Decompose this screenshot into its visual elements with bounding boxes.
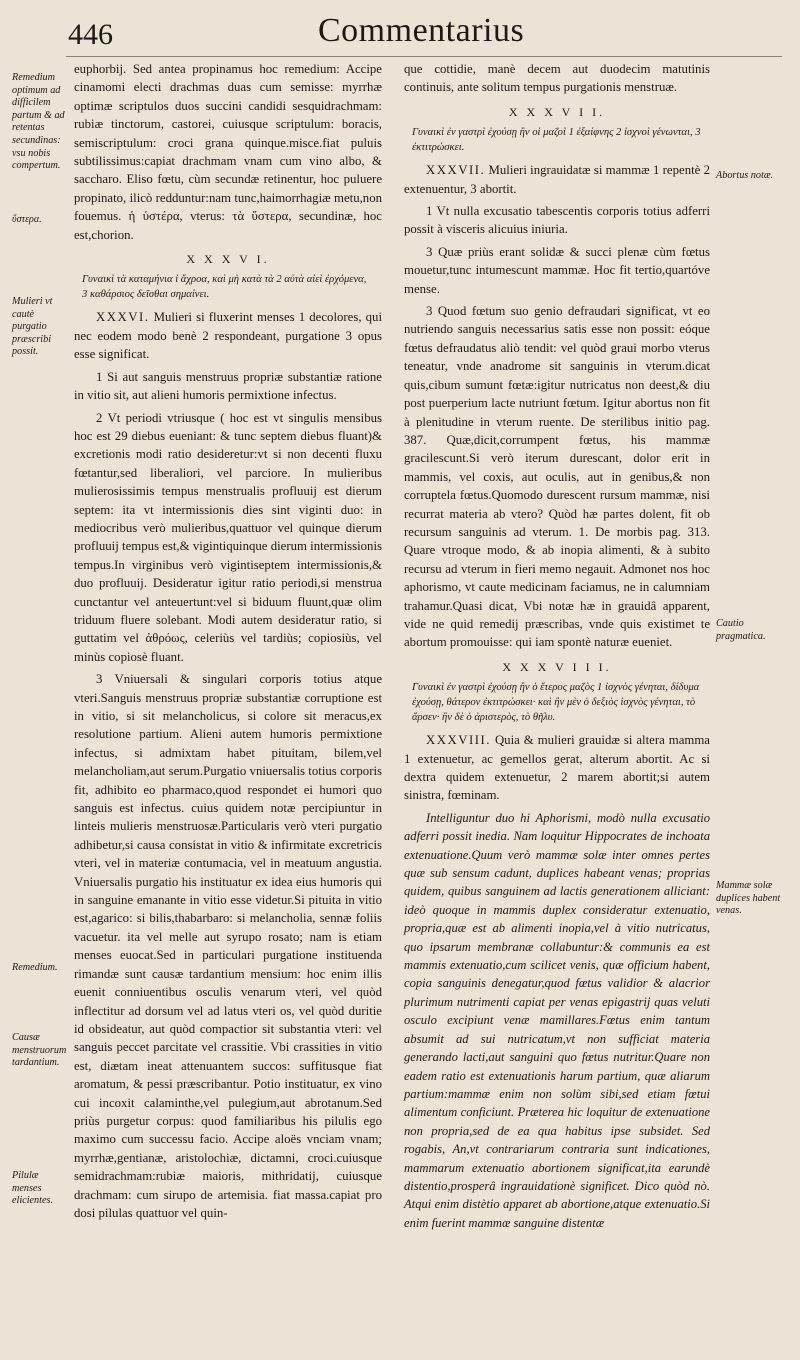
right-note-3: 3 Quod fœtum suo genio defraudari significat, vt eo nutriendo sanguis necessarius satis esse non possit: eóque fœtus defraudatus aliò tendit: vel quòd graui morbo vterus teneatur, vnde anadrome sit sanguinis in vterum.dicat quis,cibum sumunt fœtæ:igitur nutricatus non deest,& diu post puerperium lacte nutriunt fœtum. Igitur abortus non fit à plenitudine in vterum ruente. De sterilibus initio pag. 387. Quæ,dicit,corrumpent fœtus, his mammæ gracilescunt.Si verò iterum durescant, dolor erit in mammis, vel coxis, aut oculis, aut in genibus,& non corruptela fœtus.Quomodo durescent rursum mammæ, nisi recurrat materia ab vtero? Quòd hæ partes dolent, fit ob recursum sanguinis ad vterum. 1. De morbis pag. 313. Quare vtroque modo, & ab inopia alimenti, & à subito recursu ad vterum in fieri memo negauit. Admonet nos hoc aphorismo, vt caute medicinam faciamus, ne in calumniam trahamur.Quasi dicat, Vbi notæ hæ in grauidâ apparent, vide ne quid remedij præscribas, vnde quis existimet te abortum promouisse: qui iam spontè naturæ eueniet.: [404, 304, 710, 650]
aphorism-number-36: XXXVI.: [96, 310, 150, 325]
margin-note-mammae: Mammæ solæ duplices habent venas.: [716, 880, 781, 917]
margin-note-causae: Causæ menstruorum tardantium.: [12, 1032, 67, 1069]
left-paragraph: euphorbij. Sed antea propinamus hoc remedium: Accipe cinamomi electi drachmas duas cum semisse: myrrhæ optimæ scriptulos duos succini candidi sesquidrachmam: rubiæ tinctorum, castorei, cuiusque scriptulum: boracis, semiscriptulum: croci grana quinque.misce.fiat puluis subtilissimus:capiat drachmam vnam cum vino albo, & saccharo. Eliso fœtu, cùm secundæ retinentur, hoc puluere propinato, ilicò redduntur:nam tunc,haimorrhagiæ metu,non fouemus. ἡ ὑστέρα, vterus: τὰ ὕστερα, secundinæ, hoc est,chorion.: [74, 62, 382, 242]
right-column: [404, 60, 710, 1236]
aphorism-38: [404, 731, 710, 805]
page-number: 446: [68, 18, 113, 51]
aphorism-heading-38: X X X V I I I.: [502, 659, 612, 674]
commentary-note-2: 2 Vt periodi vtriusque ( hoc est vt singulis mensibus hoc est 29 diebus eueniant: & tunc septem diebus fluant)& excretionis modi ratio desideretur:vt si non decenti fluxu fœtantur,sed liberaliori, vel parciore. In mulieribus mulierosissimis tempus menstrualis profluuij est dierum septem: ita vt intermissionis dies sint viginti duo: in mediocribus verò mulieribus,quattuor vel quinque dierum profluuij tempus est,& vigintiquinque dierum intermissionis tempus.In virginibus verò vigintiseptem intermissionis,& duo profluuij. Desideratur igitur ratio periodi,si menstrua cunctantur vel anteuertunt:vel si biduum fluunt,quæ olim triduum fluere solebant. Modi autem desideratur ratio, si guttatim vel ἀθρόως, celeriùs vel tardiùs; copiosiùs, vel minùs copiosè fluant.: [74, 410, 382, 664]
margin-note-remedium: Remedium.: [12, 962, 58, 973]
right-paragraph: que cottidie, manè decem aut duodecim matutinis continuis, ante solitum tempus purgationis menstruæ.: [404, 62, 710, 95]
greek-aphorism-37: Γυναικὶ ἐν γαστρὶ ἐχούσῃ ἢν οἱ μαζοὶ 1 ἐξαίφνης 2 ἰσχνοὶ γένωνται, 3 ἐκτιτρώσκει.: [412, 127, 701, 154]
right-note-2: 3 Quæ priùs erant solidæ & succi plenæ cùm fœtus mouetur,tunc intumescunt mammæ. Hoc fit tertio,quartóve mense.: [404, 244, 710, 296]
aphorism-number-37: XXXVII.: [426, 163, 486, 178]
margin-note-mulieri-caute: Mulieri vt cautè purgatio præscribi possit.: [12, 296, 53, 358]
aphorism-heading-37: X X X V I I.: [508, 104, 606, 119]
aphorism-number-38: XXXVIII.: [426, 733, 491, 748]
header-rule: [66, 56, 782, 57]
commentary-italic: Intelliguntur duo hi Aphorismi, modò nulla excusatio adferri possit inedia. Nam loquitur Hippocrates de inchoata extenuatione.Quum verò mammæ solæ inter omnes pertes quæ sub sensum cadunt, duplices habeant venas; proprias quidem, quibus sanguinem ad lactis generationem alliciant: ideò quoque in mammis duplex consideratur extenuatio, propria,quæ est ab alimenti inopia,vel à vitio nutricatus, quo ipsarum membranæ collabuntur:& communis ea est mammis extenuatio,cum scilicet venis, quæ officium habent, copia sanguinis denegatur,quod fœtus validior & alacrior plurimum nutrimenti capiat per venas epigastrij quas veluti osculo excipiunt venæ mamillares.Fœtus enim tantum absumit ad sui nutricatum,vt non sufficiat materia generando lacti,aut sanguini quo fœtus nutritur.Quare non eadem ratio est extenuationis harum partium, quæ aliarum partium:mammæ enim non solùm sibi,sed etiam fœtui alimentum conficiunt. Præterea hic loquitur de extenuatione non propria,sed de ea qua habitus ipse subsidet. Sed rogabis, An,vt contrariarum contraria sunt indicationes, mammarum extenuatio abortionem significat,ita earundè distentio,prosperâ ingrauidationè significet. Dico quòd nò. Atqui enim distètio apparet ab abortione,atque extenuatio.Si enim fuerint mammæ sanguine distentæ: [404, 810, 710, 1230]
margin-note-cautio: Cautio pragmatica.: [716, 618, 766, 642]
aphorism-heading-36: X X X V I.: [186, 252, 270, 267]
commentary-note-3: 3 Vniuersali & singulari corporis totius atque vteri.Sanguis menstruus propriæ substantiæ corruptione est in vitio, si sit melancholicus, si colore sit meracus,ex resolutione partium. Alieni autem humoris permixtione infectus, si admixtam habet pituitam, bilem,vel melancholiam,aut serum.Purgatio vniuersalis totius corporis fit, adhibito eo pharmaco,quod respondet ei humori quo sanguis est infectus. cuius quidem notæ percipiuntur in linteis mulieris menstruosæ.Particularis verò vteri purgatio adhibetur,si causa consistat in vitio & infirmitate excretricis vteri, vel in materiæ contumacia, vel in meatuum angustia. Vniuersalis purgatio his instituatur ex idea eius humoris qui in sanguine emanante in vitio esse videtur.Si pituita in vitio est,agarico: si bilis,thabarbaro: si melancholia, sennæ foliis vacuetur. ita vel melle aut syrupo rosato; nam is etiam menses euocat.Sed in particulari purgatione instituenda rimandæ sunt causæ tardantium mensium: hoc enim illis euenit conniuentibus osculis venarum vteri, vel quòd inflectitur ad dorsum vel ad latus vteri os, vel quòd duritie id obsideatur, aut quòd compactior sit substantia vteri: vel sanguis peccet parcitate vel crassitie. Vbi crassities in vitio est, diætam ineat attenuantem succos: suffitusque fiat aromatum, & pessi præscribantur. Potio instituatur, ex vino cui incoxit calaminthe,vel pulegium,aut abrotanum.Sed priùs purgetur corpus: quod familiaribus his pilulis ego maximo cum successu facio. Accipe aloës vnciam vnam; myrrhæ,gentianæ, aristolochiæ, dictamni, croci.cuiusque semidrachmam:rubiæ maioris, mithridatij, cuiusque drachmam: cum sirupo de artemisia. fiat massa.capiat pro dosi pilulas quattuor vel quin-: [74, 672, 382, 1220]
margin-note-pilulae: Pilulæ menses elicientes.: [12, 1170, 54, 1207]
aphorism-text-36: Mulieri si fluxerint menses 1 decolores, qui nec eodem modo benè 2 respondeant, purgatione 3 opus esse significat.: [74, 310, 382, 362]
greek-aphorism-36: Γυναικὶ τὰ καταμήνια ἰ ἄχροα, καὶ μὴ κατὰ τὰ 2 αὐτὰ αἰεὶ ἐρχόμενα, 3 καθάρσιος δεῖσθαι σημαίνει.: [82, 274, 367, 301]
margin-note-remedium-optimum: Remedium optimum ad difficilem partum & ad retentas secundinas: vsu nobis compertum.: [12, 72, 65, 172]
aphorism-text-37: Mulieri ingrauidatæ si mammæ 1 repentè 2 extenuentur, 3 abortit.: [404, 163, 710, 196]
margin-note-greek: ὕστερα.: [12, 214, 42, 225]
right-note-1: 1 Vt nulla excusatio tabescentis corporis totius adferri possit à visceris alicuius iniuria.: [404, 204, 710, 237]
left-column: [74, 60, 382, 1226]
commentary-note-1: 1 Si aut sanguis menstruus propriæ substantiæ ratione in vitio sit, aut alieni humoris permixtione infectus.: [74, 369, 382, 403]
aphorism-36: [74, 308, 382, 363]
running-title: Commentarius: [318, 12, 525, 49]
aphorism-text-38: Quia & mulieri grauidæ si altera mamma 1 extenuetur, ac gemellos gerat, alterum abortit. Ac si dextra quidem extenuetur, 2 marem abortit;si autem sinistra, fœminam.: [404, 733, 710, 803]
margin-note-abortus: Abortus notæ.: [716, 170, 774, 181]
aphorism-37: [404, 161, 710, 198]
greek-aphorism-38: Γυναικὶ ἐν γαστρὶ ἐχούσῃ ἢν ὁ ἕτερος μαζὸς 1 ἰσχνὸς γένηται, δίδυμα ἐχούσῃ, θάτερον ἐκτιτρώσκει· καὶ ἢν μὲν ὁ δεξιὸς ἰσχνὸς γένηται, τὸ ἄρσεν· ἢν δὲ ὁ ἀριστερὸς, τὸ θῆλυ.: [412, 682, 700, 724]
